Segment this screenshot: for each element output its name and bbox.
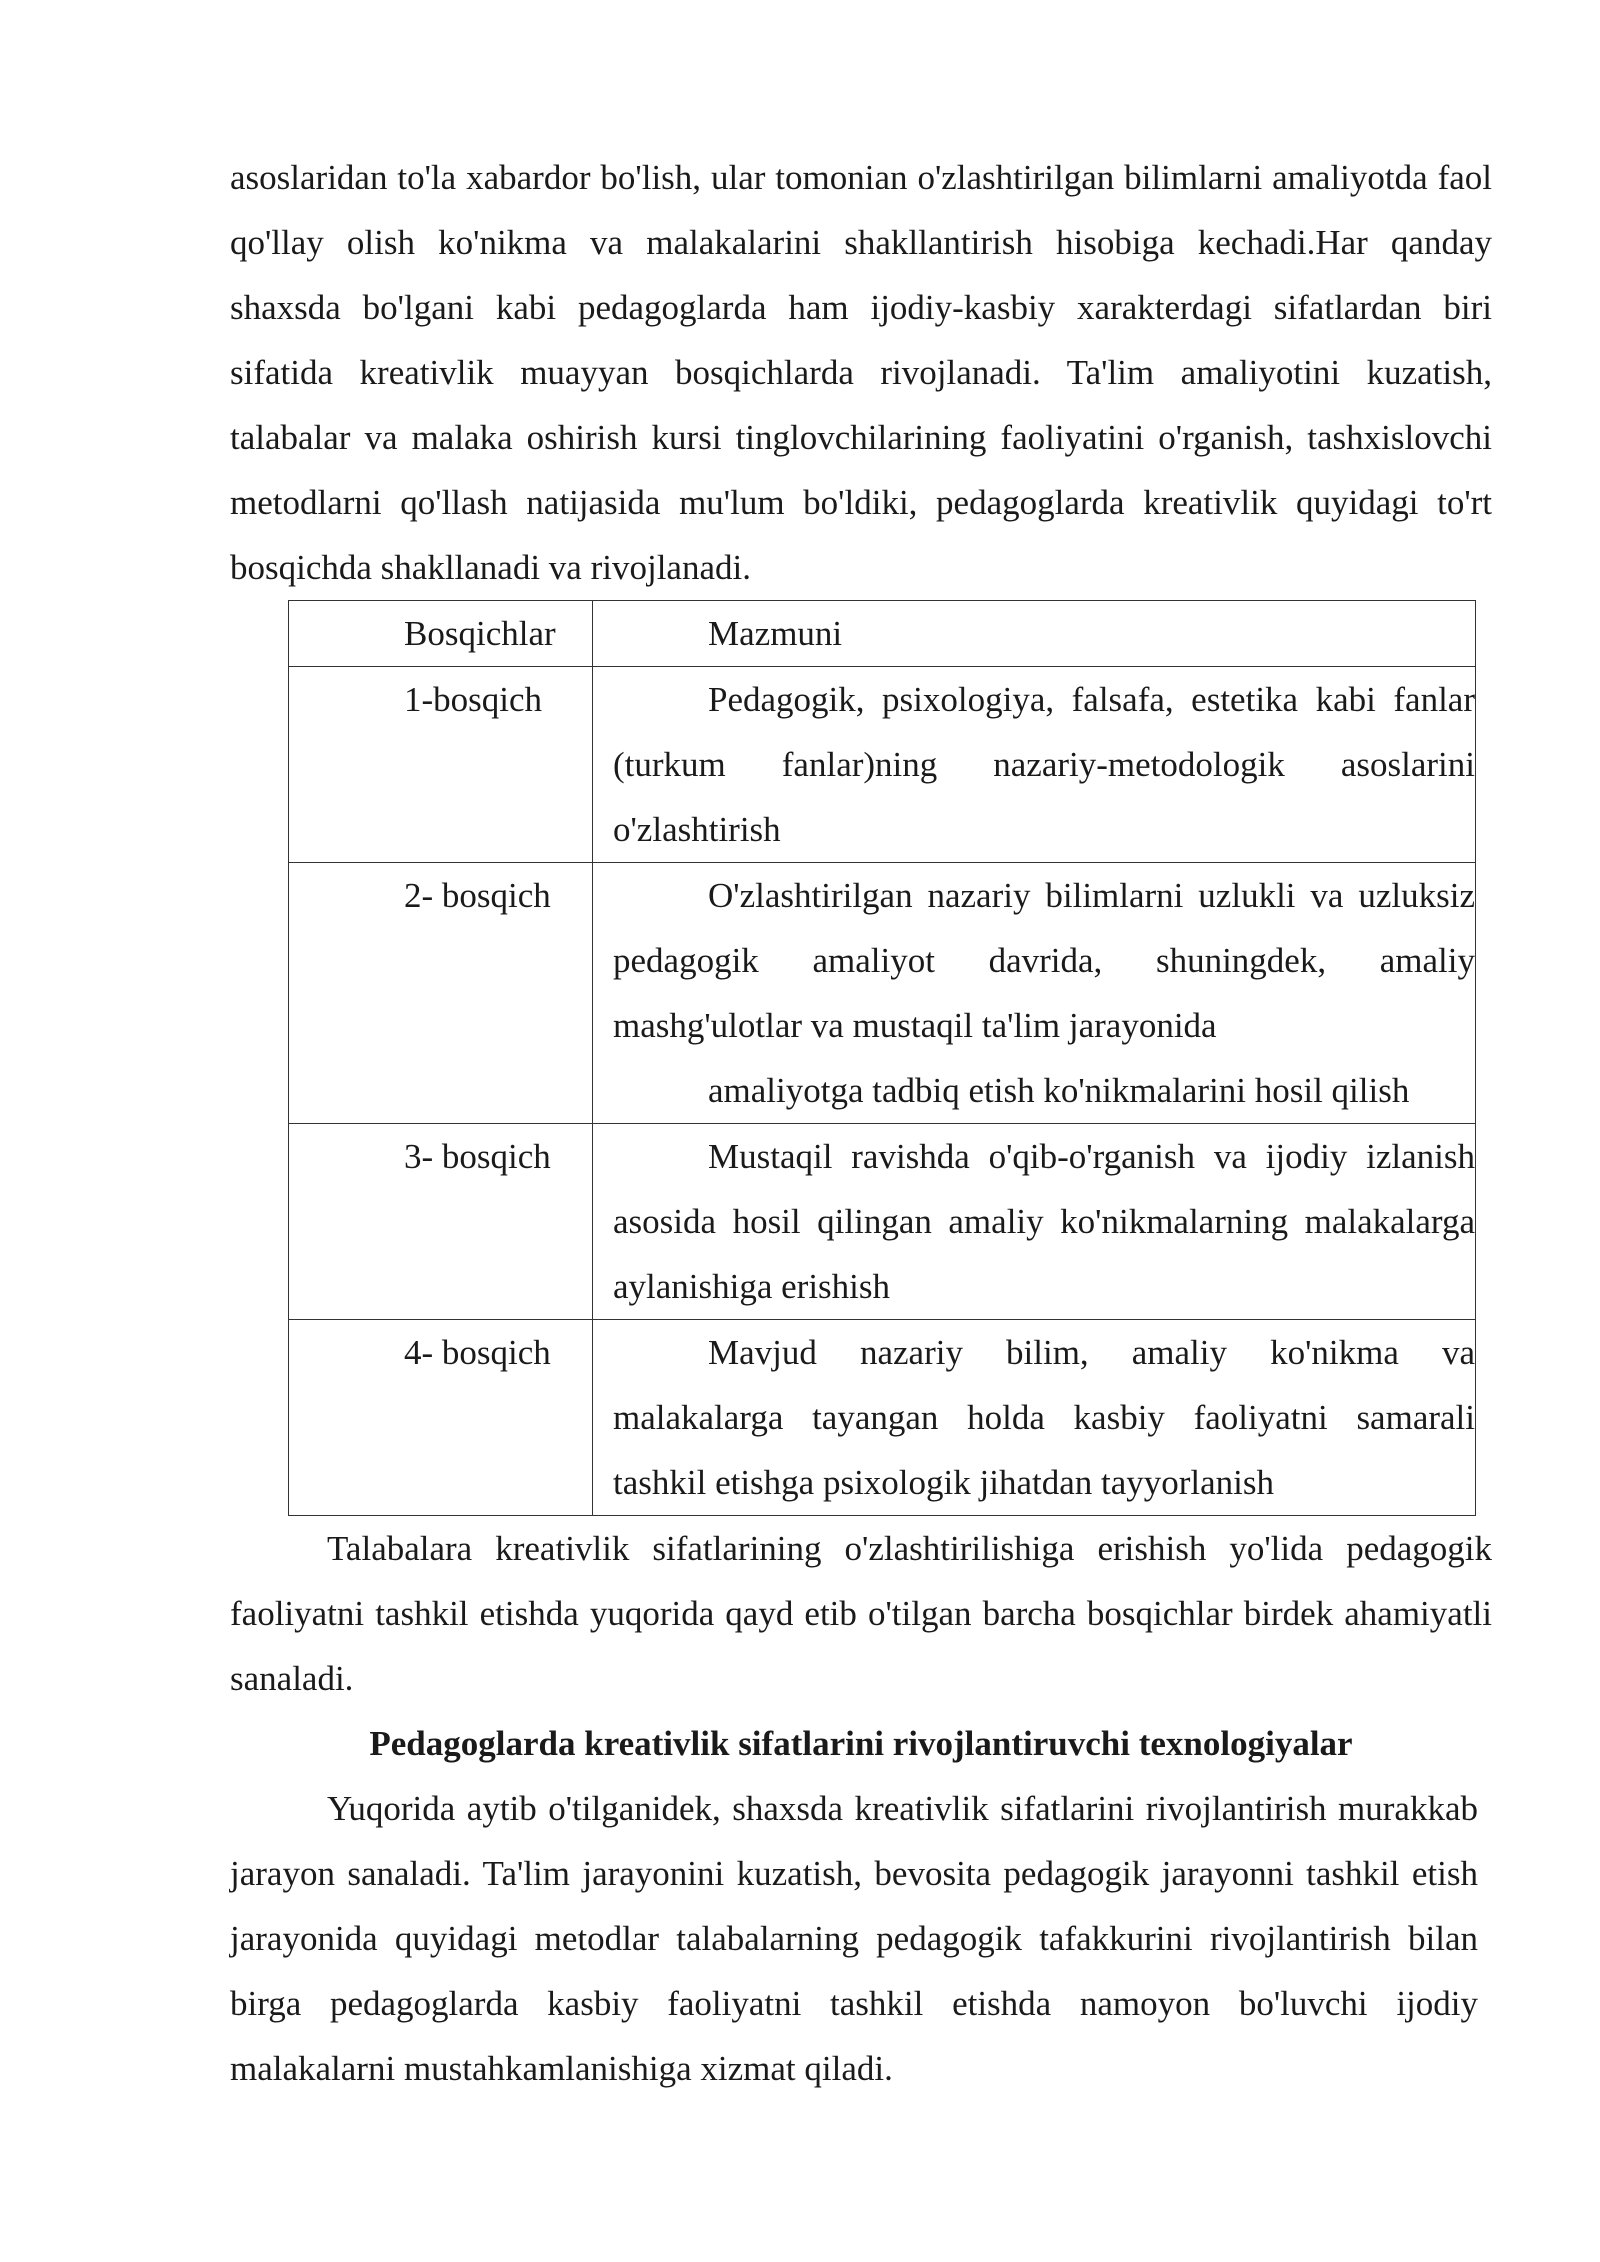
table-header-row (289, 601, 1476, 667)
stage-description (593, 863, 1476, 1124)
stages-table (288, 600, 1476, 1516)
header-stages: Bosqichlar (289, 601, 593, 667)
stage-description (593, 1124, 1476, 1320)
header-content: Mazmuni (593, 601, 1476, 667)
body-paragraph-summary: Talabalara kreativlik sifatlarining o'zlashtirilishiga erishish yo'lida pedagogik faoliyatni tashkil etishda yuqorida qayd etib o'tilgan barcha bosqichlar birdek ahamiyatli sanaladi. (230, 1529, 1492, 1698)
stage-description (593, 667, 1476, 863)
body-paragraph-methods: Yuqorida aytib o'tilganidek, shaxsda kreativlik sifatlarini rivojlantirish murakkab jarayon sanaladi. Ta'lim jarayonini kuzatish, bevosita pedagogik jarayonni tashkil etish jarayonida quyidagi metodlar talabalarning pedagogik tafakkurini rivojlantirish bilan birga pedagoglarda kasbiy faoliyatni tashkil etishda namoyon bo'luvchi ijodiy malakalarni mustahkamlanishiga xizmat qiladi. (230, 1789, 1478, 2088)
body-paragraph-intro: asoslaridan to'la xabardor bo'lish, ular tomonian o'zlashtirilgan bilimlarni amaliyotda faol qo'llay olish ko'nikma va malakalarini shakllantirish hisobiga kechadi.Har qanday shaxsda bo'lgani kabi pedagoglarda ham ijodiy-kasbiy xarakterdagi sifatlardan biri sifatida kreativlik muayyan bosqichlarda rivojlanadi. Ta'lim amaliyotini kuzatish, talabalar va malaka oshirish kursi tinglovchilarining faoliyatini o'rganish, tashxislovchi metodlarni qo'llash natijasida mu'lum bo'ldiki, pedagoglarda kreativlik quyidagi to'rt bosqichda shakllanadi va rivojlanadi. (230, 158, 1492, 587)
document-page (230, 145, 1492, 2101)
stage-label: 2- bosqich (289, 863, 593, 1124)
stage-label: 3- bosqich (289, 1124, 593, 1320)
stage-description (593, 1320, 1476, 1516)
stage-label: 4- bosqich (289, 1320, 593, 1516)
stage-description-text: Mustaqil ravishda o'qib-o'rganish va ijodiy izlanish asosida hosil qilingan amaliy ko'nikmalarning malakalarga aylanishiga erishish (613, 1137, 1475, 1306)
table-row (289, 1124, 1476, 1320)
stage-description-text: Pedagogik, psixologiya, falsafa, estetika kabi fanlar (turkum fanlar)ning nazariy-metodologik asoslarini o'zlashtirish (613, 680, 1475, 849)
table-row (289, 667, 1476, 863)
table-row (289, 1320, 1476, 1516)
stage-description-extra: amaliyotga tadbiq etish ko'nikmalarini hosil qilish (708, 1071, 1410, 1110)
table-row (289, 863, 1476, 1124)
stage-description-text: O'zlashtirilgan nazariy bilimlarni uzlukli va uzluksiz pedagogik amaliyot davrida, shuningdek, amaliy mashg'ulotlar va mustaqil ta'lim jarayonida (613, 876, 1475, 1045)
stage-description-text: Mavjud nazariy bilim, amaliy ko'nikma va malakalarga tayangan holda kasbiy faoliyatni samarali tashkil etishga psixologik jihatdan tayyorlanish (613, 1333, 1475, 1502)
section-heading: Pedagoglarda kreativlik sifatlarini rivojlantiruvchi texnologiyalar (369, 1724, 1353, 1763)
stage-label: 1-bosqich (289, 667, 593, 863)
